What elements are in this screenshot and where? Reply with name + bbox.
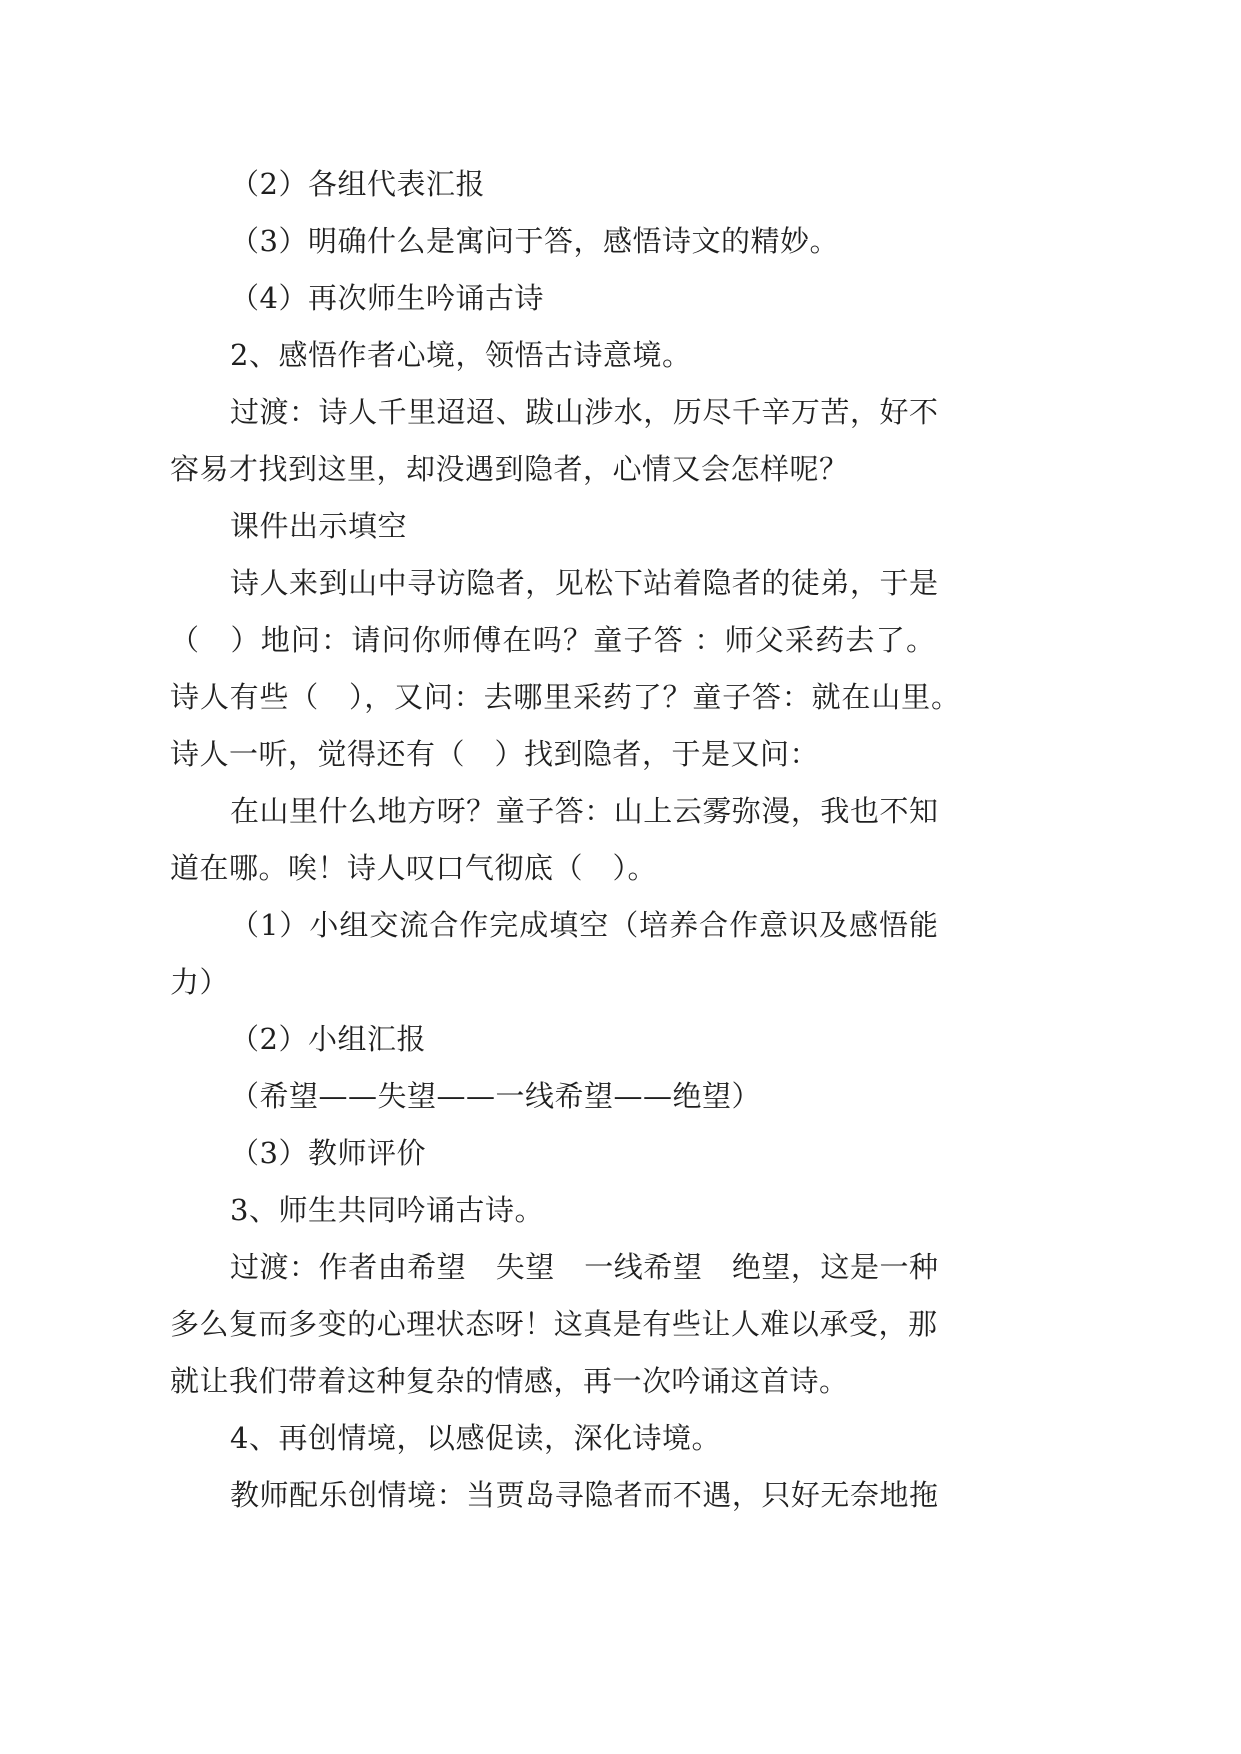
body-paragraph bbox=[0, 1467, 1241, 1524]
courseware-label bbox=[0, 498, 1241, 555]
text-line: 道在哪。唉！诗人叹口气彻底（ ）。 bbox=[170, 851, 658, 885]
sub-step-item bbox=[0, 1125, 1241, 1182]
sub-step-item bbox=[0, 270, 1241, 327]
text-line: （3）教师评价 bbox=[230, 1136, 426, 1170]
text-line: 过渡：诗人千里迢迢、跋山涉水，历尽千辛万苦，好不 bbox=[230, 395, 938, 429]
emotion-sequence bbox=[0, 1068, 1241, 1125]
text-line: （希望——失望——一线希望——绝望） bbox=[230, 1079, 762, 1113]
text-line: 教师配乐创情境：当贾岛寻隐者而不遇，只好无奈地拖 bbox=[230, 1478, 938, 1512]
text-line: 4、再创情境，以感促读，深化诗境。 bbox=[230, 1421, 721, 1455]
text-line: 2、感悟作者心境，领悟古诗意境。 bbox=[230, 338, 692, 372]
text-line: 在山里什么地方呀？童子答：山上云雾弥漫，我也不知 bbox=[230, 794, 938, 828]
transition-paragraph bbox=[0, 1239, 1241, 1410]
text-line: （2）小组汇报 bbox=[230, 1022, 426, 1056]
step-heading bbox=[0, 327, 1241, 384]
sub-step-item bbox=[0, 897, 1241, 1011]
sub-step-item bbox=[0, 1011, 1241, 1068]
text-line: （1）小组交流合作完成填空（培养合作意识及感悟能 bbox=[230, 908, 938, 942]
text-line: 过渡：作者由希望 失望 一线希望 绝望，这是一种 bbox=[230, 1250, 938, 1284]
text-line: 诗人一听，觉得还有（ ）找到隐者，于是又问： bbox=[170, 737, 820, 771]
text-line: 就让我们带着这种复杂的情感，再一次吟诵这首诗。 bbox=[170, 1364, 849, 1398]
text-line: 诗人来到山中寻访隐者，见松下站着隐者的徒弟，于是 bbox=[230, 566, 938, 600]
text-line: 诗人有些（ ），又问：去哪里采药了？童子答：就在山里。 bbox=[170, 680, 960, 714]
text-line: 多么复而多变的心理状态呀！这真是有些让人难以承受，那 bbox=[170, 1307, 937, 1341]
text-line: 课件出示填空 bbox=[230, 509, 408, 543]
text-line: （4）再次师生吟诵古诗 bbox=[230, 281, 544, 315]
fill-in-blank-passage bbox=[0, 783, 1241, 897]
sub-step-item bbox=[0, 213, 1241, 270]
transition-paragraph bbox=[0, 384, 1241, 498]
text-line: 力） bbox=[170, 965, 230, 999]
text-line: （2）各组代表汇报 bbox=[230, 167, 485, 201]
text-line: 容易才找到这里，却没遇到隐者，心情又会怎样呢？ bbox=[170, 452, 849, 486]
text-line: （3）明确什么是寓问于答，感悟诗文的精妙。 bbox=[230, 224, 839, 258]
text-line: 3、师生共同吟诵古诗。 bbox=[230, 1193, 544, 1227]
step-heading bbox=[0, 1410, 1241, 1467]
text-line: （ ）地问：请问你师傅在吗？童子答 ：师父采药去了。 bbox=[170, 623, 935, 657]
fill-in-blank-passage bbox=[0, 555, 1241, 783]
step-heading bbox=[0, 1182, 1241, 1239]
sub-step-item bbox=[0, 156, 1241, 213]
